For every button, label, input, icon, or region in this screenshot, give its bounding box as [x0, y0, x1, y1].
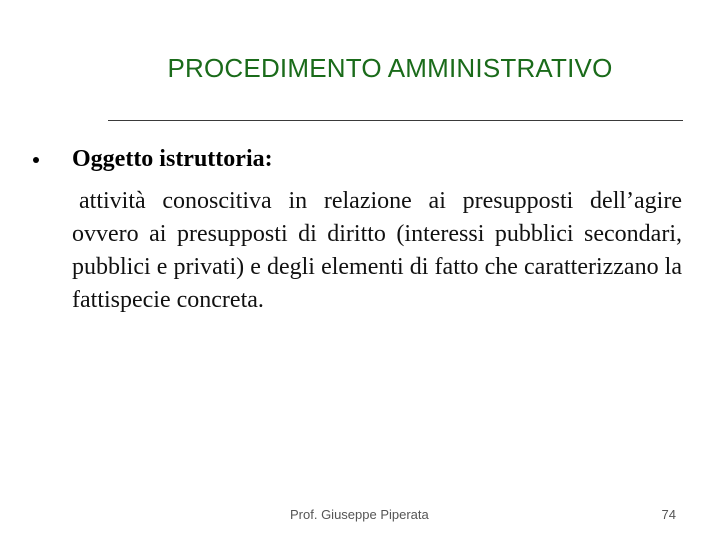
page-number: 74	[661, 507, 676, 522]
bullet-body: attività conoscitiva in relazione ai presupposti dell’agire ovvero ai presupposti di diritto (interessi pubblici secondari, pubblici e privati) e degli elementi di fatto che caratterizzano la fattispecie concreta.	[72, 188, 682, 313]
bullet-heading: Oggetto istruttoria:	[72, 146, 273, 172]
footer-author: Prof. Giuseppe Piperata	[290, 507, 429, 522]
bullet-icon	[33, 157, 39, 163]
slide-title: PROCEDIMENTO AMMINISTRATIVO	[167, 53, 613, 83]
title-divider	[108, 120, 683, 121]
